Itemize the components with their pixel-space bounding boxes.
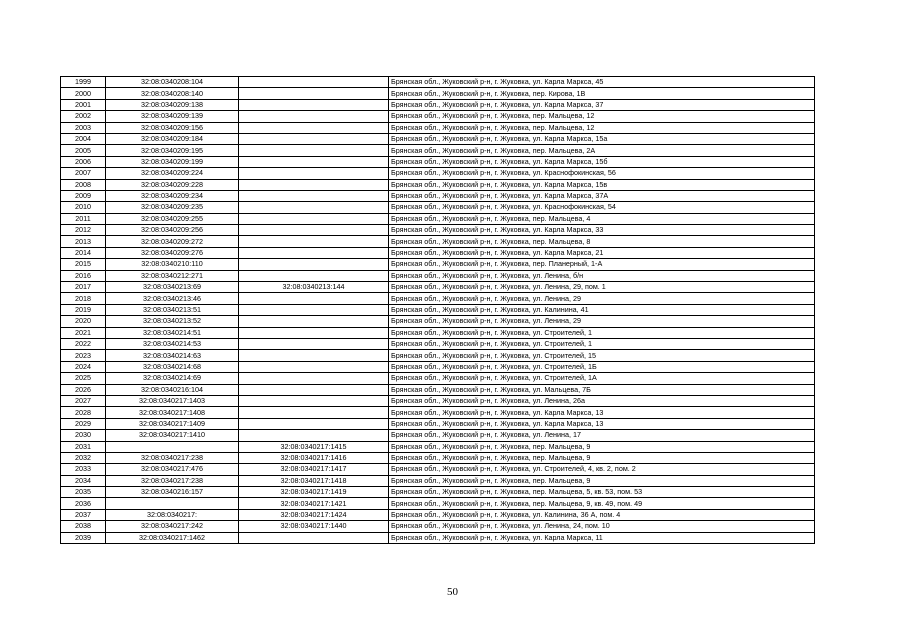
address-cell: Брянская обл., Жуковский р-н, г. Жуковка, пер. Мальцева, 2А (389, 145, 815, 156)
table-row (61, 373, 815, 384)
related-cadastral-number-cell (239, 259, 389, 270)
cadastral-number-cell: 32:08:0340213:69 (106, 282, 239, 293)
table-row (61, 304, 815, 315)
address-cell: Брянская обл., Жуковский р-н, г. Жуковка, ул. Ленина, 29 (389, 316, 815, 327)
cadastral-number-cell: 32:08:0340217:238 (106, 475, 239, 486)
address-cell: Брянская обл., Жуковский р-н, г. Жуковка, ул. Строителей, 4, кв. 2, пом. 2 (389, 464, 815, 475)
table-row (61, 99, 815, 110)
row-number-cell: 2011 (61, 213, 106, 224)
related-cadastral-number-cell: 32:08:0340217:1424 (239, 509, 389, 520)
table-row (61, 407, 815, 418)
cadastral-number-cell: 32:08:0340217:1403 (106, 395, 239, 406)
address-cell: Брянская обл., Жуковский р-н, г. Жуковка, ул. Калинина, 41 (389, 304, 815, 315)
row-number-cell: 2018 (61, 293, 106, 304)
registry-table (60, 76, 815, 544)
table-row (61, 430, 815, 441)
row-number-cell: 2025 (61, 373, 106, 384)
related-cadastral-number-cell (239, 338, 389, 349)
table-row (61, 156, 815, 167)
address-cell: Брянская обл., Жуковский р-н, г. Жуковка, ул. Строителей, 15 (389, 350, 815, 361)
address-cell: Брянская обл., Жуковский р-н, г. Жуковка, ул. Карла Маркса, 13 (389, 407, 815, 418)
table-row (61, 282, 815, 293)
address-cell: Брянская обл., Жуковский р-н, г. Жуковка, ул. Карла Маркса, 33 (389, 225, 815, 236)
row-number-cell: 2000 (61, 88, 106, 99)
row-number-cell: 2036 (61, 498, 106, 509)
cadastral-number-cell: 32:08:0340214:69 (106, 373, 239, 384)
address-cell: Брянская обл., Жуковский р-н, г. Жуковка, ул. Краснофокинская, 54 (389, 202, 815, 213)
row-number-cell: 2023 (61, 350, 106, 361)
cadastral-number-cell: 32:08:0340217:1410 (106, 430, 239, 441)
related-cadastral-number-cell (239, 373, 389, 384)
cadastral-number-cell: 32:08:0340209:235 (106, 202, 239, 213)
related-cadastral-number-cell (239, 99, 389, 110)
table-row (61, 88, 815, 99)
cadastral-number-cell: 32:08:0340217:1408 (106, 407, 239, 418)
address-cell: Брянская обл., Жуковский р-н, г. Жуковка, ул. Карла Маркса, 11 (389, 532, 815, 543)
table-row (61, 521, 815, 532)
related-cadastral-number-cell (239, 532, 389, 543)
address-cell: Брянская обл., Жуковский р-н, г. Жуковка, ул. Ленина, 17 (389, 430, 815, 441)
table-row (61, 498, 815, 509)
page-number: 50 (447, 586, 458, 598)
table-row (61, 441, 815, 452)
row-number-cell: 1999 (61, 77, 106, 88)
row-number-cell: 2006 (61, 156, 106, 167)
table-row (61, 145, 815, 156)
related-cadastral-number-cell: 32:08:0340217:1416 (239, 452, 389, 463)
address-cell: Брянская обл., Жуковский р-н, г. Жуковка, ул. Карла Маркса, 37 (389, 99, 815, 110)
cadastral-number-cell: 32:08:0340209:234 (106, 190, 239, 201)
cadastral-number-cell: 32:08:0340209:256 (106, 225, 239, 236)
table-row (61, 236, 815, 247)
row-number-cell: 2014 (61, 247, 106, 258)
related-cadastral-number-cell: 32:08:0340217:1421 (239, 498, 389, 509)
row-number-cell: 2019 (61, 304, 106, 315)
table-row (61, 361, 815, 372)
table-row (61, 509, 815, 520)
row-number-cell: 2016 (61, 270, 106, 281)
cadastral-number-cell: 32:08:0340213:51 (106, 304, 239, 315)
row-number-cell: 2033 (61, 464, 106, 475)
row-number-cell: 2017 (61, 282, 106, 293)
row-number-cell: 2008 (61, 179, 106, 190)
related-cadastral-number-cell (239, 156, 389, 167)
related-cadastral-number-cell (239, 145, 389, 156)
address-cell: Брянская обл., Жуковский р-н, г. Жуковка, ул. Краснофокинская, 56 (389, 168, 815, 179)
cadastral-number-cell: 32:08:0340208:140 (106, 88, 239, 99)
table-row (61, 395, 815, 406)
cadastral-number-cell: 32:08:0340212:271 (106, 270, 239, 281)
address-cell: Брянская обл., Жуковский р-н, г. Жуковка, пер. Мальцева, 12 (389, 122, 815, 133)
related-cadastral-number-cell (239, 304, 389, 315)
table-row (61, 179, 815, 190)
row-number-cell: 2034 (61, 475, 106, 486)
cadastral-number-cell: 32:08:0340209:255 (106, 213, 239, 224)
cadastral-number-cell: 32:08:0340216:104 (106, 384, 239, 395)
cadastral-number-cell: 32:08:0340209:156 (106, 122, 239, 133)
table-row (61, 111, 815, 122)
related-cadastral-number-cell (239, 179, 389, 190)
cadastral-number-cell: 32:08:0340209:199 (106, 156, 239, 167)
row-number-cell: 2024 (61, 361, 106, 372)
address-cell: Брянская обл., Жуковский р-н, г. Жуковка, пер. Мальцева, 9 (389, 475, 815, 486)
row-number-cell: 2037 (61, 509, 106, 520)
related-cadastral-number-cell (239, 77, 389, 88)
address-cell: Брянская обл., Жуковский р-н, г. Жуковка, пер. Планерный, 1-А (389, 259, 815, 270)
address-cell: Брянская обл., Жуковский р-н, г. Жуковка, пер. Мальцева, 9, кв. 49, пом. 49 (389, 498, 815, 509)
table-row (61, 122, 815, 133)
address-cell: Брянская обл., Жуковский р-н, г. Жуковка, ул. Ленина, 24, пом. 10 (389, 521, 815, 532)
table-row (61, 293, 815, 304)
table-row (61, 77, 815, 88)
table-row (61, 259, 815, 270)
related-cadastral-number-cell (239, 190, 389, 201)
address-cell: Брянская обл., Жуковский р-н, г. Жуковка, ул. Карла Маркса, 13 (389, 418, 815, 429)
cadastral-number-cell (106, 498, 239, 509)
related-cadastral-number-cell (239, 270, 389, 281)
cadastral-number-cell: 32:08:0340209:276 (106, 247, 239, 258)
cadastral-number-cell: 32:08:0340208:104 (106, 77, 239, 88)
table-row (61, 338, 815, 349)
table-row (61, 168, 815, 179)
address-cell: Брянская обл., Жуковский р-н, г. Жуковка, ул. Карла Маркса, 37А (389, 190, 815, 201)
cadastral-number-cell: 32:08:0340209:184 (106, 133, 239, 144)
related-cadastral-number-cell (239, 133, 389, 144)
row-number-cell: 2001 (61, 99, 106, 110)
table-row (61, 350, 815, 361)
table-row (61, 247, 815, 258)
related-cadastral-number-cell (239, 202, 389, 213)
row-number-cell: 2026 (61, 384, 106, 395)
table-row (61, 202, 815, 213)
related-cadastral-number-cell: 32:08:0340217:1419 (239, 487, 389, 498)
related-cadastral-number-cell (239, 350, 389, 361)
related-cadastral-number-cell: 32:08:0340217:1415 (239, 441, 389, 452)
address-cell: Брянская обл., Жуковский р-н, г. Жуковка, ул. Карла Маркса, 21 (389, 247, 815, 258)
related-cadastral-number-cell (239, 225, 389, 236)
related-cadastral-number-cell (239, 168, 389, 179)
address-cell: Брянская обл., Жуковский р-н, г. Жуковка, пер. Мальцева, 9 (389, 452, 815, 463)
cadastral-number-cell: 32:08:0340209:228 (106, 179, 239, 190)
related-cadastral-number-cell: 32:08:0340217:1418 (239, 475, 389, 486)
address-cell: Брянская обл., Жуковский р-н, г. Жуковка, пер. Мальцева, 8 (389, 236, 815, 247)
cadastral-number-cell: 32:08:0340209:195 (106, 145, 239, 156)
row-number-cell: 2032 (61, 452, 106, 463)
row-number-cell: 2029 (61, 418, 106, 429)
address-cell: Брянская обл., Жуковский р-н, г. Жуковка, ул. Карла Маркса, 15б (389, 156, 815, 167)
row-number-cell: 2031 (61, 441, 106, 452)
table-row (61, 418, 815, 429)
row-number-cell: 2039 (61, 532, 106, 543)
address-cell: Брянская обл., Жуковский р-н, г. Жуковка, ул. Строителей, 1Б (389, 361, 815, 372)
address-cell: Брянская обл., Жуковский р-н, г. Жуковка, ул. Карла Маркса, 15в (389, 179, 815, 190)
related-cadastral-number-cell (239, 327, 389, 338)
cadastral-number-cell: 32:08:0340217:242 (106, 521, 239, 532)
table-row (61, 270, 815, 281)
row-number-cell: 2022 (61, 338, 106, 349)
address-cell: Брянская обл., Жуковский р-н, г. Жуковка, пер. Мальцева, 4 (389, 213, 815, 224)
address-cell: Брянская обл., Жуковский р-н, г. Жуковка, пер. Мальцева, 12 (389, 111, 815, 122)
table-row (61, 225, 815, 236)
cadastral-number-cell (106, 441, 239, 452)
address-cell: Брянская обл., Жуковский р-н, г. Жуковка, пер. Кирова, 1В (389, 88, 815, 99)
table-row (61, 327, 815, 338)
cadastral-number-cell: 32:08:0340209:138 (106, 99, 239, 110)
row-number-cell: 2005 (61, 145, 106, 156)
related-cadastral-number-cell (239, 384, 389, 395)
table-row (61, 464, 815, 475)
address-cell: Брянская обл., Жуковский р-н, г. Жуковка, ул. Строителей, 1 (389, 338, 815, 349)
related-cadastral-number-cell (239, 213, 389, 224)
related-cadastral-number-cell (239, 418, 389, 429)
address-cell: Брянская обл., Жуковский р-н, г. Жуковка, ул. Строителей, 1 (389, 327, 815, 338)
row-number-cell: 2010 (61, 202, 106, 213)
table-row (61, 190, 815, 201)
row-number-cell: 2007 (61, 168, 106, 179)
row-number-cell: 2035 (61, 487, 106, 498)
related-cadastral-number-cell: 32:08:0340217:1417 (239, 464, 389, 475)
cadastral-number-cell: 32:08:0340217:1462 (106, 532, 239, 543)
related-cadastral-number-cell (239, 111, 389, 122)
cadastral-number-cell: 32:08:0340214:63 (106, 350, 239, 361)
table-row (61, 213, 815, 224)
table-row (61, 133, 815, 144)
related-cadastral-number-cell (239, 407, 389, 418)
cadastral-number-cell: 32:08:0340216:157 (106, 487, 239, 498)
row-number-cell: 2004 (61, 133, 106, 144)
table-row (61, 532, 815, 543)
address-cell: Брянская обл., Жуковский р-н, г. Жуковка, ул. Строителей, 1А (389, 373, 815, 384)
related-cadastral-number-cell: 32:08:0340217:1440 (239, 521, 389, 532)
row-number-cell: 2030 (61, 430, 106, 441)
address-cell: Брянская обл., Жуковский р-н, г. Жуковка, ул. Мальцева, 7Б (389, 384, 815, 395)
registry-table-body (61, 77, 815, 544)
related-cadastral-number-cell (239, 430, 389, 441)
cadastral-number-cell: 32:08:0340217: (106, 509, 239, 520)
address-cell: Брянская обл., Жуковский р-н, г. Жуковка, ул. Карла Маркса, 15а (389, 133, 815, 144)
related-cadastral-number-cell (239, 236, 389, 247)
cadastral-number-cell: 32:08:0340209:272 (106, 236, 239, 247)
related-cadastral-number-cell (239, 316, 389, 327)
related-cadastral-number-cell (239, 122, 389, 133)
cadastral-number-cell: 32:08:0340214:51 (106, 327, 239, 338)
row-number-cell: 2002 (61, 111, 106, 122)
related-cadastral-number-cell (239, 88, 389, 99)
cadastral-number-cell: 32:08:0340217:1409 (106, 418, 239, 429)
address-cell: Брянская обл., Жуковский р-н, г. Жуковка, ул. Ленина, 26а (389, 395, 815, 406)
row-number-cell: 2012 (61, 225, 106, 236)
table-row (61, 316, 815, 327)
cadastral-number-cell: 32:08:0340213:46 (106, 293, 239, 304)
related-cadastral-number-cell (239, 247, 389, 258)
address-cell: Брянская обл., Жуковский р-н, г. Жуковка, ул. Карла Маркса, 45 (389, 77, 815, 88)
related-cadastral-number-cell (239, 293, 389, 304)
row-number-cell: 2020 (61, 316, 106, 327)
related-cadastral-number-cell (239, 395, 389, 406)
row-number-cell: 2013 (61, 236, 106, 247)
row-number-cell: 2009 (61, 190, 106, 201)
address-cell: Брянская обл., Жуковский р-н, г. Жуковка, ул. Ленина, 29 (389, 293, 815, 304)
row-number-cell: 2015 (61, 259, 106, 270)
cadastral-number-cell: 32:08:0340217:476 (106, 464, 239, 475)
row-number-cell: 2027 (61, 395, 106, 406)
row-number-cell: 2028 (61, 407, 106, 418)
cadastral-number-cell: 32:08:0340214:68 (106, 361, 239, 372)
related-cadastral-number-cell: 32:08:0340213:144 (239, 282, 389, 293)
table-row (61, 475, 815, 486)
table-row (61, 487, 815, 498)
cadastral-number-cell: 32:08:0340213:52 (106, 316, 239, 327)
cadastral-number-cell: 32:08:0340210:110 (106, 259, 239, 270)
address-cell: Брянская обл., Жуковский р-н, г. Жуковка, пер. Мальцева, 5, кв. 53, пом. 53 (389, 487, 815, 498)
table-row (61, 384, 815, 395)
cadastral-number-cell: 32:08:0340217:238 (106, 452, 239, 463)
related-cadastral-number-cell (239, 361, 389, 372)
table-row (61, 452, 815, 463)
address-cell: Брянская обл., Жуковский р-н, г. Жуковка, ул. Ленина, 29, пом. 1 (389, 282, 815, 293)
row-number-cell: 2038 (61, 521, 106, 532)
row-number-cell: 2021 (61, 327, 106, 338)
address-cell: Брянская обл., Жуковский р-н, г. Жуковка, ул. Ленина, б/н (389, 270, 815, 281)
cadastral-number-cell: 32:08:0340209:224 (106, 168, 239, 179)
cadastral-number-cell: 32:08:0340209:139 (106, 111, 239, 122)
cadastral-number-cell: 32:08:0340214:53 (106, 338, 239, 349)
address-cell: Брянская обл., Жуковский р-н, г. Жуковка, пер. Мальцева, 9 (389, 441, 815, 452)
row-number-cell: 2003 (61, 122, 106, 133)
address-cell: Брянская обл., Жуковский р-н, г. Жуковка, ул. Калинина, 36 А, пом. 4 (389, 509, 815, 520)
